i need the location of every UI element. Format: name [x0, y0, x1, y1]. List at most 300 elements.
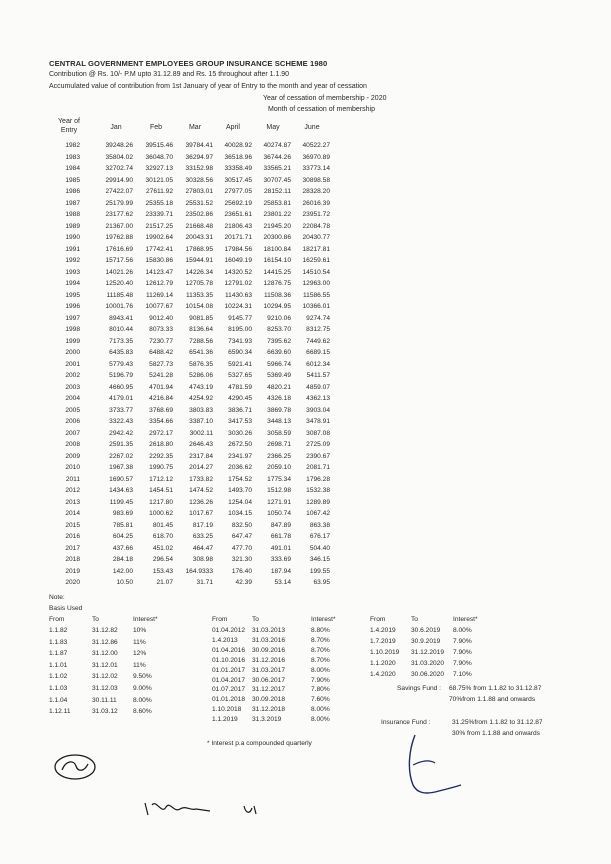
- value-cell: 30121.05: [145, 176, 173, 184]
- value-cell: 12791.02: [224, 280, 252, 287]
- interest-cell: 1.1.87: [49, 650, 68, 658]
- insurance-fund-line1: 31.25%from 1.1.82 to 31.12.87: [452, 719, 543, 726]
- interest-header: Interest*: [133, 616, 158, 623]
- value-cell: 25355.18: [145, 199, 173, 207]
- value-cell: 17742.41: [145, 245, 173, 253]
- value-cell: 3733.77: [109, 406, 133, 414]
- interest-cell: 31.03.2017: [252, 666, 286, 674]
- basis-used: Basis Used: [49, 605, 83, 612]
- value-cell: 2059.10: [267, 464, 291, 471]
- value-cell: 983.69: [112, 510, 133, 517]
- entry-year-cell: 2000: [65, 349, 80, 356]
- interest-cell: 31.12.03: [92, 685, 118, 692]
- value-cell: 6435.83: [109, 349, 133, 356]
- value-cell: 11269.14: [145, 291, 173, 299]
- interest-cell: 8.70%: [311, 646, 330, 654]
- savings-fund-line2: 70%from 1.1.88 and onwards: [449, 696, 536, 703]
- value-cell: 199.55: [309, 567, 330, 575]
- value-cell: 9210.06: [267, 314, 291, 322]
- value-cell: 14415.25: [263, 268, 291, 276]
- value-cell: 12705.78: [185, 280, 213, 287]
- interest-cell: 31.03.12: [92, 708, 118, 716]
- entry-year-cell: 2018: [65, 556, 80, 563]
- entry-year-cell: 1982: [65, 142, 80, 149]
- value-cell: 308.98: [192, 556, 213, 563]
- value-cell: 5241.28: [149, 372, 173, 379]
- compounded-note: * Interest p.a compounded quarterly: [207, 740, 312, 747]
- value-cell: 2725.09: [306, 441, 330, 448]
- value-cell: 333.69: [270, 556, 291, 563]
- value-cell: 3836.71: [228, 406, 252, 414]
- value-cell: 3417.53: [228, 418, 252, 425]
- interest-cell: 30.6.2019: [411, 627, 441, 634]
- value-cell: 661.78: [270, 533, 291, 540]
- entry-year-cell: 1993: [65, 268, 80, 276]
- value-cell: 21.07: [156, 579, 173, 586]
- value-cell: 5876.35: [189, 360, 213, 368]
- value-cell: 27977.05: [224, 188, 252, 195]
- interest-cell: 1.12.11: [49, 708, 71, 716]
- entry-year-cell: 1991: [65, 245, 80, 253]
- value-cell: 1254.04: [228, 498, 252, 506]
- value-cell: 36294.97: [185, 153, 213, 161]
- value-cell: 2014.27: [189, 464, 213, 471]
- interest-cell: 01.07.2017: [212, 686, 246, 694]
- value-cell: 321.30: [231, 556, 252, 563]
- value-cell: 5827.73: [149, 360, 173, 368]
- value-cell: 30707.45: [263, 176, 291, 184]
- insurance-fund-label: Insurance Fund :: [381, 719, 431, 726]
- interest-cell: 31.12.2019: [411, 649, 445, 656]
- value-cell: 10294.95: [263, 303, 291, 310]
- entry-year-cell: 1998: [65, 326, 80, 333]
- value-cell: 4781.59: [228, 383, 252, 391]
- value-cell: 4859.07: [306, 383, 330, 391]
- value-cell: 11508.36: [263, 291, 291, 299]
- value-cell: 39248.26: [105, 142, 133, 149]
- value-cell: 39515.46: [145, 142, 173, 149]
- value-cell: 346.15: [309, 556, 330, 563]
- value-cell: 36744.26: [263, 153, 291, 161]
- value-cell: 1493.70: [228, 487, 252, 494]
- interest-cell: 31.12.82: [92, 627, 118, 634]
- value-cell: 6541.36: [189, 349, 213, 356]
- entry-year-cell: 2013: [65, 498, 80, 506]
- value-cell: 32927.13: [145, 165, 173, 172]
- value-cell: 10001.76: [105, 303, 133, 310]
- value-cell: 7230.77: [149, 337, 173, 345]
- value-cell: 17868.95: [185, 245, 213, 253]
- value-cell: 1512.98: [267, 487, 291, 494]
- value-cell: 40028.92: [224, 142, 252, 149]
- value-cell: 142.00: [112, 567, 133, 575]
- savings-fund-line1: 68.75% from 1.1.82 to 31.12.87: [449, 685, 542, 692]
- interest-cell: 7.90%: [453, 649, 472, 656]
- interest-cell: 31.3.2019: [252, 716, 282, 724]
- interest-cell: 31.12.01: [92, 661, 118, 669]
- interest-cell: 30.09.2018: [252, 696, 286, 704]
- value-cell: 23502.86: [185, 211, 213, 218]
- value-cell: 19762.88: [105, 234, 133, 241]
- value-cell: 63.95: [313, 579, 330, 586]
- entry-year-cell: 2014: [65, 510, 80, 517]
- value-cell: 3768.69: [149, 406, 173, 414]
- value-cell: 36048.70: [145, 153, 173, 161]
- value-cell: 1690.57: [109, 475, 133, 483]
- value-cell: 28328.20: [302, 188, 330, 195]
- value-cell: 832.50: [231, 521, 252, 529]
- value-cell: 21668.48: [185, 222, 213, 230]
- year-of-entry-header: [55, 118, 83, 134]
- value-cell: 1199.45: [109, 498, 133, 506]
- interest-cell: 8.60%: [133, 708, 152, 716]
- value-cell: 12963.00: [302, 280, 330, 287]
- interest-cell: 1.1.82: [49, 627, 68, 634]
- entry-year-cell: 2009: [65, 452, 80, 460]
- value-cell: 23651.61: [224, 211, 252, 218]
- value-cell: 1712.12: [149, 475, 173, 483]
- value-cell: 10.50: [116, 579, 133, 586]
- value-cell: 10224.31: [224, 303, 252, 310]
- value-cell: 1754.52: [228, 475, 252, 483]
- value-cell: 30328.56: [185, 176, 213, 184]
- interest-cell: 31.03.2016: [252, 636, 286, 644]
- interest-cell: 1.1.2019: [212, 716, 238, 724]
- value-cell: 1217.80: [149, 498, 173, 506]
- entry-year-cell: 1990: [65, 234, 80, 241]
- value-cell: 25179.99: [105, 199, 133, 207]
- interest-cell: 30.09.2016: [252, 646, 286, 654]
- value-cell: 15944.91: [185, 257, 213, 264]
- interest-cell: 10%: [133, 627, 147, 634]
- value-cell: 3002.11: [189, 429, 213, 437]
- value-cell: 604.25: [112, 533, 133, 540]
- value-cell: 10366.01: [302, 303, 330, 310]
- entry-year-cell: 1988: [65, 211, 80, 218]
- entry-year-cell: 2012: [65, 487, 80, 494]
- value-cell: 785.81: [112, 521, 133, 529]
- interest-cell: 31.12.02: [92, 673, 118, 681]
- value-cell: 153.43: [152, 567, 173, 575]
- cessation-year-text: Year of cessation of membership - 2020: [263, 95, 387, 102]
- value-cell: 2942.42: [109, 429, 133, 437]
- value-cell: 6639.60: [267, 349, 291, 356]
- interest-cell: 01.10.2016: [212, 656, 246, 664]
- interest-cell: 01.01.2018: [212, 696, 246, 704]
- value-cell: 847.89: [270, 521, 291, 529]
- value-cell: 23951.72: [302, 211, 330, 218]
- interest-cell: 01.04.2012: [212, 627, 246, 634]
- value-cell: 42.39: [235, 579, 252, 586]
- handwritten-mark: [240, 800, 264, 818]
- value-cell: 21945.20: [263, 222, 291, 230]
- interest-cell: 8.80%: [311, 627, 330, 634]
- value-cell: 5369.49: [267, 372, 291, 379]
- value-cell: 1017.67: [189, 510, 213, 517]
- value-cell: 8073.33: [149, 326, 173, 333]
- value-cell: 5779.43: [109, 360, 133, 368]
- value-cell: 15830.86: [145, 257, 173, 264]
- entry-year-cell: 1985: [65, 176, 80, 184]
- savings-fund-label: Savings Fund :: [397, 685, 441, 692]
- entry-year-cell: 1984: [65, 165, 80, 172]
- entry-year-cell: 1987: [65, 199, 80, 207]
- value-cell: 10077.67: [145, 303, 173, 310]
- value-cell: 504.40: [309, 544, 330, 552]
- value-cell: 4290.45: [228, 395, 252, 402]
- value-cell: 23801.22: [263, 211, 291, 218]
- value-cell: 676.17: [309, 533, 330, 540]
- value-cell: 12876.75: [263, 280, 291, 287]
- value-cell: 1050.74: [267, 510, 291, 517]
- value-cell: 1454.51: [149, 487, 173, 494]
- value-cell: 23177.62: [105, 211, 133, 218]
- value-cell: 3387.10: [189, 418, 213, 425]
- value-cell: 2972.17: [149, 429, 173, 437]
- value-cell: 1532.38: [306, 487, 330, 494]
- interest-cell: 9.50%: [133, 673, 152, 681]
- entry-year-cell: 2006: [65, 418, 80, 425]
- interest-cell: 7.10%: [453, 671, 472, 678]
- entry-year-cell: 2007: [65, 429, 80, 437]
- entry-year-cell: 1996: [65, 303, 80, 310]
- value-cell: 1271.91: [267, 498, 291, 506]
- value-cell: 33152.98: [185, 165, 213, 172]
- entry-year-cell: 2011: [65, 475, 80, 483]
- interest-header: Interest*: [311, 616, 336, 623]
- value-cell: 16259.61: [302, 257, 330, 264]
- value-cell: 801.45: [152, 521, 173, 529]
- value-cell: 39784.41: [185, 142, 213, 149]
- value-cell: 4216.84: [149, 395, 173, 402]
- interest-cell: 7.90%: [453, 638, 472, 645]
- value-cell: 33565.21: [263, 165, 291, 172]
- value-cell: 36970.89: [302, 153, 330, 161]
- value-cell: 437.66: [112, 544, 133, 552]
- value-cell: 33773.14: [302, 165, 330, 172]
- value-cell: 5327.65: [228, 372, 252, 379]
- value-cell: 28152.11: [263, 188, 291, 195]
- entry-year-cell: 2010: [65, 464, 80, 471]
- interest-cell: 1.1.03: [49, 685, 68, 692]
- value-cell: 7341.93: [228, 337, 252, 345]
- value-cell: 2267.02: [109, 452, 133, 460]
- interest-cell: 31.12.86: [92, 638, 118, 646]
- value-cell: 25853.81: [263, 199, 291, 207]
- interest-cell: 30.9.2019: [411, 638, 441, 645]
- value-cell: 21367.00: [105, 222, 133, 230]
- value-cell: 10154.08: [185, 303, 213, 310]
- value-cell: 5921.41: [228, 360, 252, 368]
- interest-header: From: [212, 616, 228, 623]
- value-cell: 2618.80: [149, 441, 173, 448]
- value-cell: 16154.10: [263, 257, 291, 264]
- entry-year-cell: 1994: [65, 280, 80, 287]
- value-cell: 35804.02: [105, 153, 133, 161]
- interest-cell: 01.04.2016: [212, 646, 246, 654]
- value-cell: 14021.26: [105, 268, 133, 276]
- value-cell: 19902.64: [145, 234, 173, 241]
- month-header: June: [304, 124, 320, 131]
- interest-cell: 30.11.11: [92, 696, 117, 704]
- value-cell: 12612.79: [145, 280, 173, 287]
- value-cell: 5411.57: [306, 372, 330, 379]
- value-cell: 8253.70: [267, 326, 291, 333]
- value-cell: 6689.15: [306, 349, 330, 356]
- value-cell: 3322.43: [109, 418, 133, 425]
- interest-cell: 7.90%: [453, 660, 472, 667]
- value-cell: 1289.89: [306, 498, 330, 506]
- value-cell: 1796.28: [306, 475, 330, 483]
- value-cell: 176.40: [231, 567, 252, 575]
- value-cell: 1000.62: [149, 510, 173, 517]
- value-cell: 647.47: [231, 533, 252, 540]
- interest-cell: 11%: [133, 661, 146, 669]
- entry-year-cell: 2008: [65, 441, 80, 448]
- interest-cell: 1.7.2019: [370, 638, 396, 645]
- value-cell: 32702.74: [105, 165, 133, 172]
- value-cell: 4701.94: [149, 383, 173, 391]
- value-cell: 53.14: [274, 579, 291, 586]
- value-cell: 30517.45: [224, 176, 252, 184]
- interest-cell: 31.12.00: [92, 650, 118, 658]
- value-cell: 12520.40: [105, 280, 133, 287]
- entry-year-cell: 2017: [65, 544, 80, 552]
- value-cell: 4254.92: [189, 395, 213, 402]
- value-cell: 40274.87: [263, 142, 291, 149]
- value-cell: 21517.25: [145, 222, 173, 230]
- interest-header: To: [252, 616, 259, 623]
- interest-cell: 7.90%: [311, 676, 330, 684]
- interest-cell: 30.06.2020: [411, 671, 445, 678]
- value-cell: 29914.90: [105, 176, 133, 184]
- note-heading: Note:: [49, 594, 65, 601]
- value-cell: 5286.06: [189, 372, 213, 379]
- interest-header: To: [411, 616, 418, 623]
- interest-cell: 1.1.04: [49, 696, 68, 704]
- value-cell: 1236.26: [189, 498, 213, 506]
- value-cell: 22084.78: [302, 222, 330, 230]
- value-cell: 2341.97: [228, 452, 252, 460]
- value-cell: 20300.86: [263, 234, 291, 241]
- entry-year-cell: 2016: [65, 533, 80, 540]
- interest-cell: 8.00%: [311, 706, 330, 714]
- interest-header: To: [92, 616, 99, 623]
- year-header-line2: Entry: [60, 127, 78, 134]
- value-cell: 36518.96: [224, 153, 252, 161]
- value-cell: 27611.92: [145, 188, 173, 195]
- value-cell: 1967.38: [109, 464, 133, 471]
- entry-year-cell: 2004: [65, 395, 80, 402]
- value-cell: 9274.74: [306, 314, 330, 322]
- value-cell: 9012.40: [149, 314, 173, 322]
- value-cell: 11586.55: [302, 291, 330, 299]
- value-cell: 2646.43: [189, 441, 213, 448]
- value-cell: 20043.31: [185, 234, 213, 241]
- entry-year-cell: 2015: [65, 521, 80, 529]
- interest-cell: 31.12.2018: [252, 706, 286, 714]
- value-cell: 30898.58: [302, 176, 330, 184]
- value-cell: 6488.42: [149, 349, 173, 356]
- value-cell: 25531.52: [185, 199, 213, 207]
- value-cell: 3087.08: [306, 429, 330, 437]
- value-cell: 2591.35: [109, 441, 133, 448]
- interest-cell: 31.12.2017: [252, 686, 286, 694]
- value-cell: 27422.07: [105, 188, 133, 195]
- interest-cell: 31.03.2020: [411, 660, 445, 667]
- value-cell: 40522.27: [302, 142, 330, 149]
- value-cell: 31.71: [196, 579, 213, 586]
- value-cell: 5196.79: [109, 372, 133, 379]
- value-cell: 6590.34: [228, 349, 252, 356]
- interest-header: From: [370, 616, 386, 623]
- entry-year-cell: 2001: [65, 360, 80, 368]
- value-cell: 3058.59: [267, 429, 291, 437]
- month-header: May: [266, 124, 280, 131]
- value-cell: 2672.50: [228, 441, 252, 448]
- value-cell: 14123.47: [145, 268, 173, 276]
- value-cell: 618.70: [152, 533, 173, 540]
- initials-stamp: [52, 752, 100, 782]
- cessation-month-text: Month of cessation of membership: [268, 106, 375, 113]
- accumulated-text: Accumulated value of contribution from 1st January of year of Entry to the month and year of cessation: [49, 83, 367, 90]
- interest-cell: 8.70%: [311, 636, 330, 644]
- value-cell: 9081.85: [189, 314, 213, 322]
- value-cell: 1733.82: [189, 475, 213, 483]
- value-cell: 2390.67: [306, 452, 330, 460]
- interest-cell: 8.00%: [311, 666, 330, 674]
- entry-year-cell: 2002: [65, 372, 80, 379]
- interest-cell: 1.10.2019: [370, 649, 400, 656]
- value-cell: 3903.04: [306, 406, 330, 414]
- month-header: Jan: [110, 124, 122, 131]
- value-cell: 2366.25: [267, 452, 291, 460]
- value-cell: 4820.21: [267, 383, 291, 391]
- interest-cell: 12%: [133, 650, 147, 658]
- value-cell: 11353.35: [185, 291, 213, 299]
- value-cell: 7173.35: [109, 337, 133, 345]
- value-cell: 33358.49: [224, 165, 252, 172]
- value-cell: 187.94: [270, 567, 291, 575]
- interest-cell: 1.4.2019: [370, 627, 396, 634]
- value-cell: 23339.71: [145, 211, 173, 218]
- value-cell: 1434.63: [109, 487, 133, 494]
- value-cell: 4660.95: [109, 383, 133, 391]
- value-cell: 3478.91: [306, 418, 330, 425]
- interest-cell: 1.4.2020: [370, 671, 396, 678]
- entry-year-cell: 2005: [65, 406, 80, 414]
- value-cell: 6012.34: [306, 360, 330, 368]
- value-cell: 14226.34: [185, 268, 213, 276]
- interest-cell: 1.1.83: [49, 638, 68, 646]
- value-cell: 26016.39: [302, 199, 330, 207]
- value-cell: 1990.75: [149, 464, 173, 471]
- interest-cell: 1.1.01: [49, 661, 68, 669]
- value-cell: 2292.35: [149, 452, 173, 460]
- value-cell: 3354.66: [149, 418, 173, 425]
- interest-cell: 30.06.2017: [252, 676, 286, 684]
- value-cell: 21806.43: [224, 222, 252, 230]
- value-cell: 15717.56: [105, 257, 133, 264]
- value-cell: 14510.54: [302, 268, 330, 276]
- interest-cell: 8.00%: [133, 696, 152, 704]
- value-cell: 464.47: [192, 544, 213, 552]
- value-cell: 8195.00: [228, 326, 252, 333]
- signature-mark: [395, 725, 465, 800]
- interest-cell: 8.00%: [311, 716, 330, 724]
- value-cell: 1067.42: [306, 510, 330, 517]
- entry-year-cell: 1986: [65, 188, 80, 195]
